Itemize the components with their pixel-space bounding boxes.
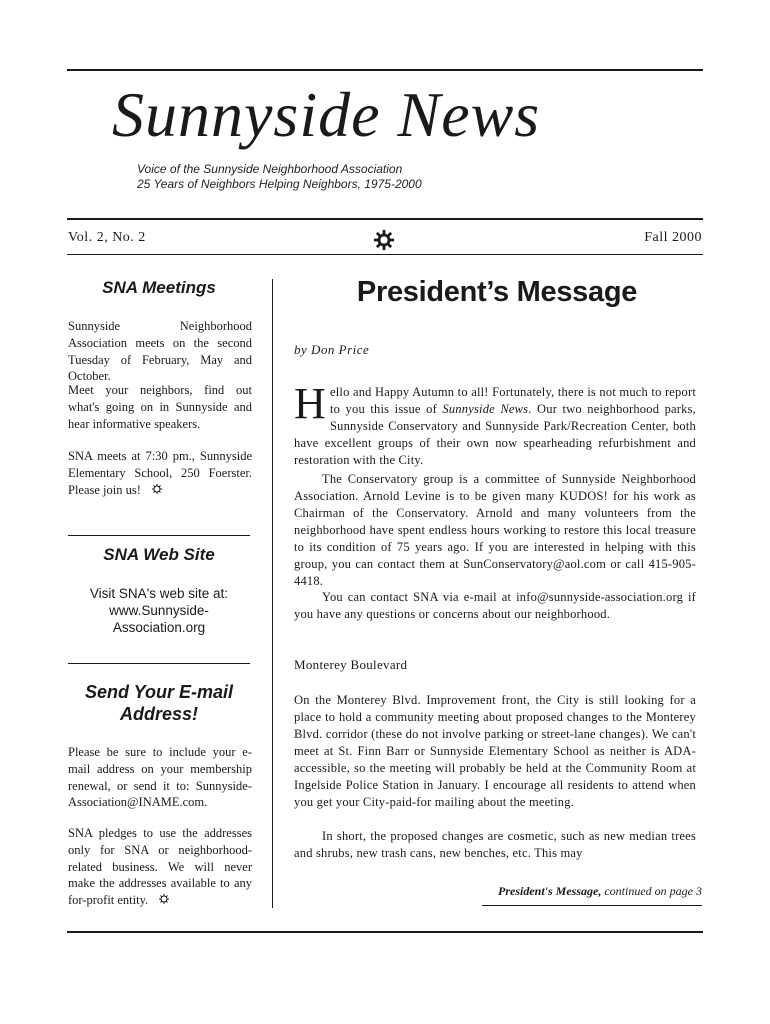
article-paragraph-2: The Conservatory group is a committee of Sunnyside Neighborhood Association. Arnold Levine is to be given many KUDOS! for his work as Chairman of the Conservatory. Arnold and many volunteers from the neighborhood have spent endless hours working to restore this local treasure to its condition of 75 years ago. If you are interested in helping with this group, you can contact them at SunConservatory@aol.com or call 415-905-4418. xyxy=(294,472,696,588)
continued-notice[interactable] xyxy=(498,884,702,899)
article-paragraph-1 xyxy=(294,379,696,469)
article-heading: President’s Message xyxy=(356,276,638,308)
gear-icon xyxy=(373,229,395,251)
issue-season: Fall 2000 xyxy=(644,230,702,245)
p1-text: ello and Happy Autumn to all! Fortunately, there is not much to report to you this issue of xyxy=(329,385,696,416)
email-paragraph-2 xyxy=(68,825,252,909)
p1-publication-name: Sunnyside News xyxy=(442,402,529,416)
masthead-rule-lower xyxy=(67,254,703,255)
continued-rule xyxy=(482,905,702,906)
monterey-subheading: Monterey Boulevard xyxy=(294,657,408,672)
tagline-2: 25 Years of Neighbors Helping Neighbors, 1975-2000 xyxy=(137,177,422,191)
gear-icon xyxy=(151,483,163,495)
tagline-1: Voice of the Sunnyside Neighborhood Association xyxy=(137,162,403,176)
article-paragraph-4: On the Monterey Blvd. Improvement front, the City is still looking for a place to hold a community meeting about proposed changes to the Monterey Blvd. corridor (these do not involve parking or street-lane changes). We can't meet at St. Finn Barr or Sunnyside Elementary School as neither is ADA-accessible, so the meeting will probably be held at the Community Room at Ingelside Police Station in January. I encourage all residents to attend when you get your City-paid-for mailing about the meeting. xyxy=(294,693,696,809)
meetings-paragraph-3 xyxy=(68,448,252,498)
email-paragraph-1: Please be sure to include your e-mail address on your membership renewal, or send it to: Sunnyside-Association@INAME.com. xyxy=(68,745,252,810)
bottom-rule xyxy=(67,931,703,933)
article-paragraph-5: In short, the proposed changes are cosmetic, such as new median trees and shrubs, new trash cans, new benches, etc. This may xyxy=(294,829,696,860)
sna-meetings-heading: SNA Meetings xyxy=(102,278,216,297)
email-paragraph-2-text: SNA pledges to use the addresses only for SNA or neighborhood-related business. We will never make the addresses available to any for-profit entity. xyxy=(68,826,252,908)
continued-text: continued on page 3 xyxy=(601,884,702,898)
drop-cap: H xyxy=(294,379,326,428)
web-site-text: Visit SNA's web site at: www.Sunnyside-Association.org xyxy=(89,586,229,635)
article-paragraph-3: You can contact SNA via e-mail at info@sunnyside-association.org if you have any questions or concerns about our neighborhood. xyxy=(294,590,696,621)
meetings-paragraph-1: Sunnyside Neighborhood Association meets on the second Tuesday of February, May and October. xyxy=(68,319,252,384)
column-divider xyxy=(272,279,273,908)
volume-number: Vol. 2, No. 2 xyxy=(68,230,146,245)
masthead-title: Sunnyside News xyxy=(112,79,541,150)
web-site-heading: SNA Web Site xyxy=(103,545,215,564)
sidebar-rule-1 xyxy=(68,535,250,536)
masthead-rule-upper xyxy=(67,218,703,220)
meetings-paragraph-2: Meet your neighbors, find out what's going on in Sunnyside and hear informative speakers. xyxy=(68,383,252,431)
sidebar-rule-2 xyxy=(68,663,250,664)
top-rule xyxy=(67,69,703,71)
continued-title: President's Message, xyxy=(498,884,602,898)
gear-icon xyxy=(158,893,170,905)
p1-text-end: . Our two neighborhood parks, Sunnyside Conservatory and Sunnyside Park/Recreation Center, both have excellent groups of their own now spearheading refurbishment and restoration with the City. xyxy=(294,402,696,467)
article-byline: by Don Price xyxy=(294,342,370,357)
meetings-paragraph-3-text: SNA meets at 7:30 pm., Sunnyside Elementary School, 250 Foerster. Please join us! xyxy=(68,449,252,497)
email-heading: Send Your E-mail Address! xyxy=(84,682,234,724)
